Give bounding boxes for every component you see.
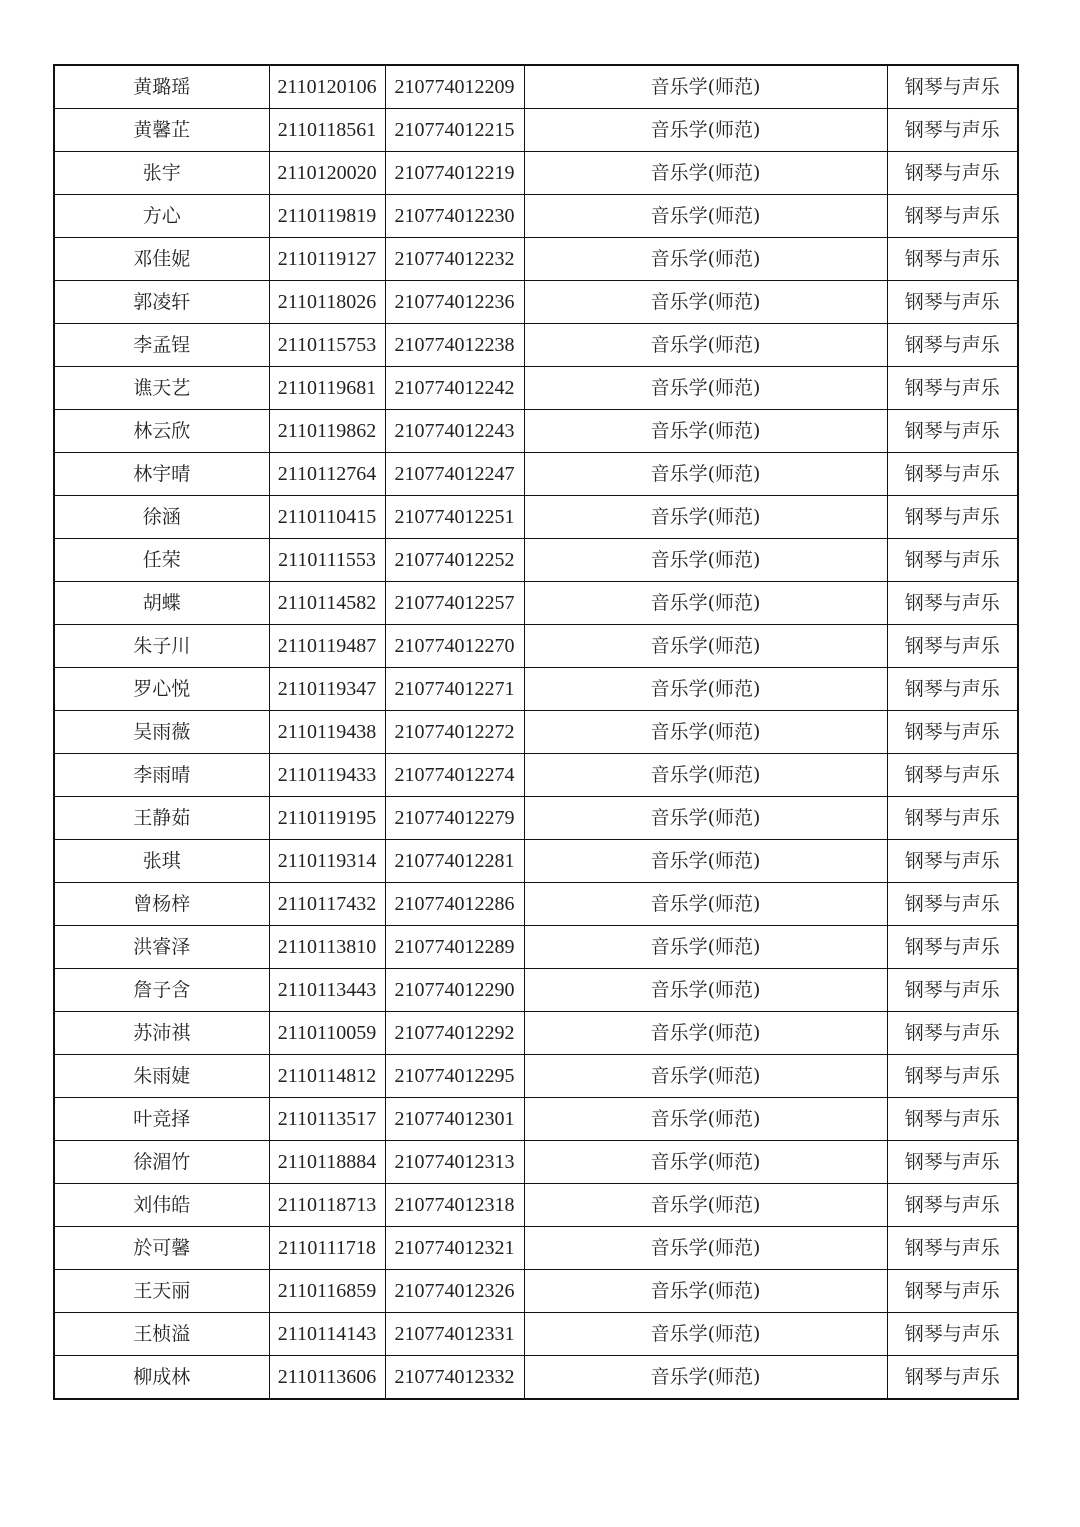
direction-cell: 钢琴与声乐 — [887, 797, 1018, 840]
admission-number-cell: 210774012242 — [385, 367, 524, 410]
student-name-cell: 任荣 — [54, 539, 269, 582]
student-name-cell: 吴雨薇 — [54, 711, 269, 754]
direction-cell: 钢琴与声乐 — [887, 582, 1018, 625]
major-cell: 音乐学(师范) — [524, 152, 887, 195]
major-cell: 音乐学(师范) — [524, 582, 887, 625]
major-cell: 音乐学(师范) — [524, 754, 887, 797]
major-cell: 音乐学(师范) — [524, 969, 887, 1012]
direction-cell: 钢琴与声乐 — [887, 840, 1018, 883]
major-cell: 音乐学(师范) — [524, 840, 887, 883]
exam-number-cell: 2110113443 — [269, 969, 385, 1012]
student-name-cell: 张宇 — [54, 152, 269, 195]
student-name-cell: 王天丽 — [54, 1270, 269, 1313]
table-row — [54, 754, 1018, 797]
exam-number-cell: 2110114812 — [269, 1055, 385, 1098]
major-cell: 音乐学(师范) — [524, 367, 887, 410]
table-row — [54, 1141, 1018, 1184]
admission-number-cell: 210774012279 — [385, 797, 524, 840]
direction-cell: 钢琴与声乐 — [887, 152, 1018, 195]
student-name-cell: 李雨晴 — [54, 754, 269, 797]
table-row — [54, 1012, 1018, 1055]
direction-cell: 钢琴与声乐 — [887, 238, 1018, 281]
student-name-cell: 刘伟皓 — [54, 1184, 269, 1227]
admission-number-cell: 210774012318 — [385, 1184, 524, 1227]
direction-cell: 钢琴与声乐 — [887, 1098, 1018, 1141]
student-name-cell: 林宇晴 — [54, 453, 269, 496]
major-cell: 音乐学(师范) — [524, 1270, 887, 1313]
exam-number-cell: 2110120020 — [269, 152, 385, 195]
student-name-cell: 张琪 — [54, 840, 269, 883]
student-name-cell: 柳成林 — [54, 1356, 269, 1400]
student-name-cell: 谯天艺 — [54, 367, 269, 410]
table-row — [54, 797, 1018, 840]
student-name-cell: 詹子含 — [54, 969, 269, 1012]
direction-cell: 钢琴与声乐 — [887, 410, 1018, 453]
major-cell: 音乐学(师范) — [524, 1184, 887, 1227]
student-name-cell: 邓佳妮 — [54, 238, 269, 281]
major-cell: 音乐学(师范) — [524, 1141, 887, 1184]
direction-cell: 钢琴与声乐 — [887, 539, 1018, 582]
direction-cell: 钢琴与声乐 — [887, 453, 1018, 496]
admission-number-cell: 210774012215 — [385, 109, 524, 152]
admission-number-cell: 210774012232 — [385, 238, 524, 281]
major-cell: 音乐学(师范) — [524, 195, 887, 238]
major-cell: 音乐学(师范) — [524, 453, 887, 496]
admission-number-cell: 210774012209 — [385, 65, 524, 109]
major-cell: 音乐学(师范) — [524, 1055, 887, 1098]
exam-number-cell: 2110118713 — [269, 1184, 385, 1227]
direction-cell: 钢琴与声乐 — [887, 1270, 1018, 1313]
student-name-cell: 苏沛祺 — [54, 1012, 269, 1055]
direction-cell: 钢琴与声乐 — [887, 1313, 1018, 1356]
admission-number-cell: 210774012286 — [385, 883, 524, 926]
exam-number-cell: 2110111553 — [269, 539, 385, 582]
student-name-cell: 朱雨婕 — [54, 1055, 269, 1098]
exam-number-cell: 2110111718 — [269, 1227, 385, 1270]
table-row — [54, 1227, 1018, 1270]
admission-number-cell: 210774012290 — [385, 969, 524, 1012]
admission-number-cell: 210774012272 — [385, 711, 524, 754]
student-name-cell: 於可馨 — [54, 1227, 269, 1270]
table-row — [54, 65, 1018, 109]
admission-number-cell: 210774012270 — [385, 625, 524, 668]
exam-number-cell: 2110118884 — [269, 1141, 385, 1184]
table-row — [54, 582, 1018, 625]
major-cell: 音乐学(师范) — [524, 539, 887, 582]
admission-number-cell: 210774012243 — [385, 410, 524, 453]
table-row — [54, 840, 1018, 883]
student-name-cell: 罗心悦 — [54, 668, 269, 711]
exam-number-cell: 2110113810 — [269, 926, 385, 969]
major-cell: 音乐学(师范) — [524, 324, 887, 367]
exam-number-cell: 2110118026 — [269, 281, 385, 324]
major-cell: 音乐学(师范) — [524, 1012, 887, 1055]
table-row — [54, 711, 1018, 754]
direction-cell: 钢琴与声乐 — [887, 1356, 1018, 1400]
admission-number-cell: 210774012321 — [385, 1227, 524, 1270]
direction-cell: 钢琴与声乐 — [887, 625, 1018, 668]
major-cell: 音乐学(师范) — [524, 883, 887, 926]
student-name-cell: 王静茹 — [54, 797, 269, 840]
table-row — [54, 1356, 1018, 1400]
student-name-cell: 李孟锃 — [54, 324, 269, 367]
exam-number-cell: 2110119127 — [269, 238, 385, 281]
admission-number-cell: 210774012271 — [385, 668, 524, 711]
exam-number-cell: 2110110059 — [269, 1012, 385, 1055]
exam-number-cell: 2110113606 — [269, 1356, 385, 1400]
student-name-cell: 方心 — [54, 195, 269, 238]
table-row — [54, 453, 1018, 496]
student-name-cell: 徐涵 — [54, 496, 269, 539]
table-row — [54, 195, 1018, 238]
admission-number-cell: 210774012236 — [385, 281, 524, 324]
exam-number-cell: 2110115753 — [269, 324, 385, 367]
student-name-cell: 朱子川 — [54, 625, 269, 668]
major-cell: 音乐学(师范) — [524, 1356, 887, 1400]
student-name-cell: 洪睿泽 — [54, 926, 269, 969]
admission-number-cell: 210774012331 — [385, 1313, 524, 1356]
exam-number-cell: 2110119862 — [269, 410, 385, 453]
table-row — [54, 926, 1018, 969]
major-cell: 音乐学(师范) — [524, 65, 887, 109]
admission-number-cell: 210774012274 — [385, 754, 524, 797]
direction-cell: 钢琴与声乐 — [887, 367, 1018, 410]
student-name-cell: 胡蝶 — [54, 582, 269, 625]
table-row — [54, 109, 1018, 152]
admission-number-cell: 210774012238 — [385, 324, 524, 367]
exam-number-cell: 2110118561 — [269, 109, 385, 152]
table-row — [54, 1184, 1018, 1227]
exam-number-cell: 2110119314 — [269, 840, 385, 883]
roster-table-body — [54, 65, 1018, 1399]
admission-number-cell: 210774012247 — [385, 453, 524, 496]
major-cell: 音乐学(师范) — [524, 109, 887, 152]
table-row — [54, 410, 1018, 453]
admission-number-cell: 210774012326 — [385, 1270, 524, 1313]
admission-number-cell: 210774012281 — [385, 840, 524, 883]
student-name-cell: 黄馨芷 — [54, 109, 269, 152]
major-cell: 音乐学(师范) — [524, 797, 887, 840]
student-name-cell: 王桢溢 — [54, 1313, 269, 1356]
major-cell: 音乐学(师范) — [524, 281, 887, 324]
exam-number-cell: 2110119195 — [269, 797, 385, 840]
direction-cell: 钢琴与声乐 — [887, 1012, 1018, 1055]
exam-number-cell: 2110116859 — [269, 1270, 385, 1313]
direction-cell: 钢琴与声乐 — [887, 281, 1018, 324]
direction-cell: 钢琴与声乐 — [887, 883, 1018, 926]
major-cell: 音乐学(师范) — [524, 1098, 887, 1141]
student-name-cell: 叶竞择 — [54, 1098, 269, 1141]
exam-number-cell: 2110120106 — [269, 65, 385, 109]
table-row — [54, 1098, 1018, 1141]
exam-number-cell: 2110114143 — [269, 1313, 385, 1356]
exam-number-cell: 2110119681 — [269, 367, 385, 410]
direction-cell: 钢琴与声乐 — [887, 668, 1018, 711]
major-cell: 音乐学(师范) — [524, 711, 887, 754]
exam-number-cell: 2110119819 — [269, 195, 385, 238]
direction-cell: 钢琴与声乐 — [887, 1055, 1018, 1098]
student-name-cell: 郭凌轩 — [54, 281, 269, 324]
admission-number-cell: 210774012251 — [385, 496, 524, 539]
direction-cell: 钢琴与声乐 — [887, 711, 1018, 754]
major-cell: 音乐学(师范) — [524, 410, 887, 453]
table-row — [54, 367, 1018, 410]
admission-number-cell: 210774012230 — [385, 195, 524, 238]
exam-number-cell: 2110119433 — [269, 754, 385, 797]
table-row — [54, 281, 1018, 324]
direction-cell: 钢琴与声乐 — [887, 65, 1018, 109]
exam-number-cell: 2110110415 — [269, 496, 385, 539]
admission-number-cell: 210774012252 — [385, 539, 524, 582]
admission-number-cell: 210774012289 — [385, 926, 524, 969]
admission-number-cell: 210774012301 — [385, 1098, 524, 1141]
table-row — [54, 1055, 1018, 1098]
direction-cell: 钢琴与声乐 — [887, 195, 1018, 238]
table-row — [54, 883, 1018, 926]
admission-number-cell: 210774012313 — [385, 1141, 524, 1184]
exam-number-cell: 2110114582 — [269, 582, 385, 625]
table-row — [54, 238, 1018, 281]
table-row — [54, 625, 1018, 668]
admission-number-cell: 210774012257 — [385, 582, 524, 625]
direction-cell: 钢琴与声乐 — [887, 324, 1018, 367]
exam-number-cell: 2110119438 — [269, 711, 385, 754]
exam-number-cell: 2110119487 — [269, 625, 385, 668]
table-row — [54, 969, 1018, 1012]
admission-number-cell: 210774012295 — [385, 1055, 524, 1098]
major-cell: 音乐学(师范) — [524, 926, 887, 969]
major-cell: 音乐学(师范) — [524, 1313, 887, 1356]
exam-number-cell: 2110112764 — [269, 453, 385, 496]
major-cell: 音乐学(师范) — [524, 668, 887, 711]
exam-number-cell: 2110119347 — [269, 668, 385, 711]
table-row — [54, 539, 1018, 582]
student-name-cell: 黄璐瑶 — [54, 65, 269, 109]
direction-cell: 钢琴与声乐 — [887, 109, 1018, 152]
direction-cell: 钢琴与声乐 — [887, 1141, 1018, 1184]
table-row — [54, 324, 1018, 367]
direction-cell: 钢琴与声乐 — [887, 496, 1018, 539]
direction-cell: 钢琴与声乐 — [887, 1227, 1018, 1270]
table-row — [54, 1313, 1018, 1356]
table-row — [54, 496, 1018, 539]
major-cell: 音乐学(师范) — [524, 238, 887, 281]
student-name-cell: 林云欣 — [54, 410, 269, 453]
table-row — [54, 1270, 1018, 1313]
admission-number-cell: 210774012219 — [385, 152, 524, 195]
direction-cell: 钢琴与声乐 — [887, 1184, 1018, 1227]
direction-cell: 钢琴与声乐 — [887, 926, 1018, 969]
admission-roster-table — [53, 64, 1019, 1400]
admission-number-cell: 210774012332 — [385, 1356, 524, 1400]
direction-cell: 钢琴与声乐 — [887, 754, 1018, 797]
admission-number-cell: 210774012292 — [385, 1012, 524, 1055]
major-cell: 音乐学(师范) — [524, 496, 887, 539]
table-row — [54, 152, 1018, 195]
exam-number-cell: 2110117432 — [269, 883, 385, 926]
student-name-cell: 徐湄竹 — [54, 1141, 269, 1184]
table-row — [54, 668, 1018, 711]
major-cell: 音乐学(师范) — [524, 625, 887, 668]
major-cell: 音乐学(师范) — [524, 1227, 887, 1270]
student-name-cell: 曾杨梓 — [54, 883, 269, 926]
direction-cell: 钢琴与声乐 — [887, 969, 1018, 1012]
exam-number-cell: 2110113517 — [269, 1098, 385, 1141]
